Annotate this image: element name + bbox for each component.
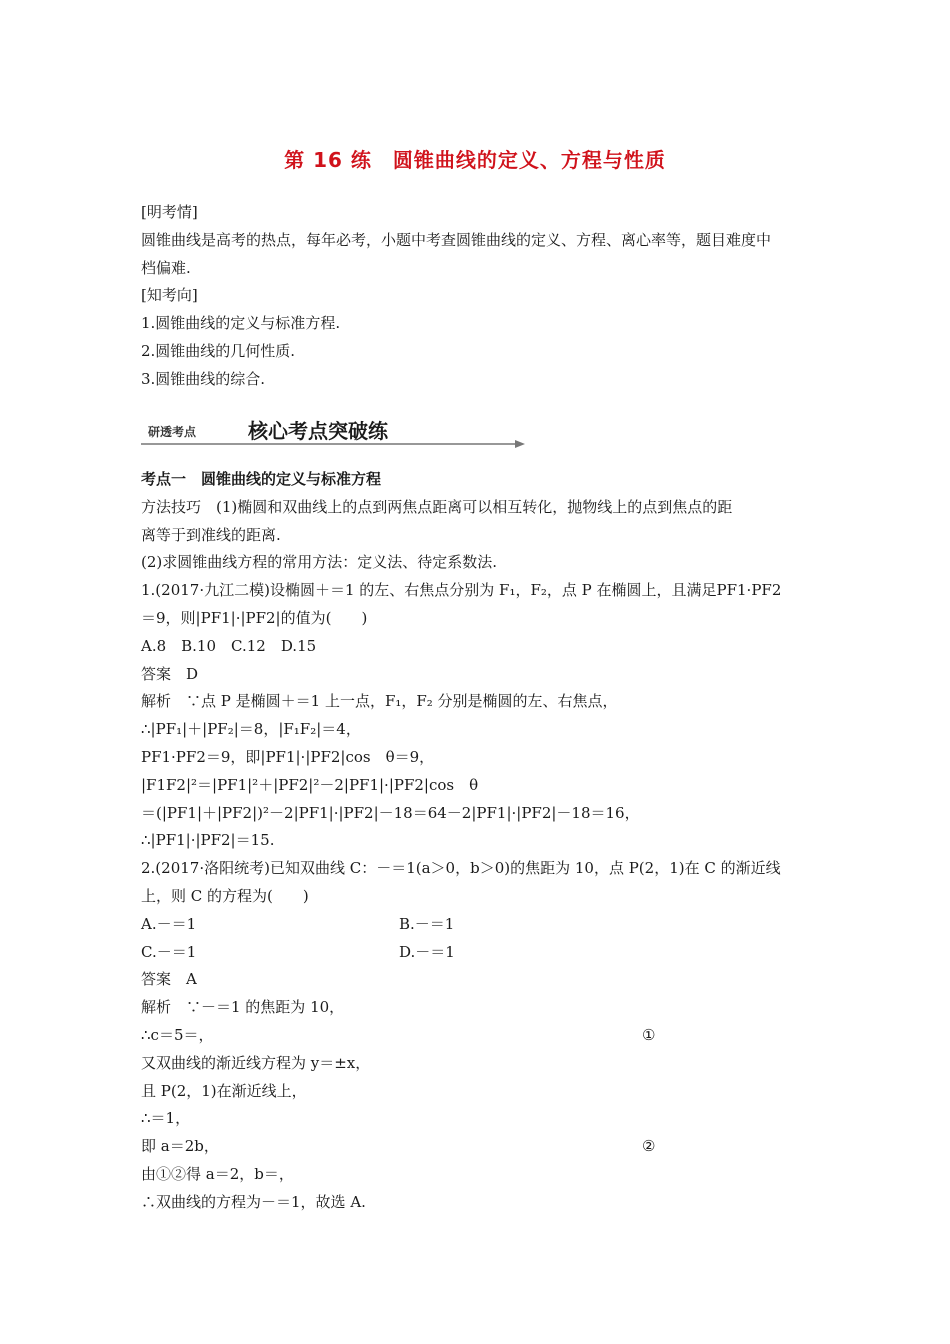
page-title: 第 16 练 圆锥曲线的定义、方程与性质 xyxy=(284,148,666,172)
solution-text: ∴c＝5＝， xyxy=(141,1025,214,1044)
solution-line xyxy=(141,1022,821,1050)
banner-title: 核心考点突破练 xyxy=(248,419,388,443)
solution-line: ∴＝1， xyxy=(141,1109,191,1128)
intro-text-line: 圆锥曲线是高考的热点，每年必考，小题中考查圆锥曲线的定义、方程、离心率等，题目难度中 xyxy=(141,230,772,249)
solution-line: |F1F2|²＝|PF1|²＋|PF2|²－2|PF1|·|PF2|cos θ xyxy=(141,775,479,794)
intro-list-item: 1.圆锥曲线的定义与标准方程. xyxy=(141,314,341,333)
question-1-stem: ＝9，则|PF1|·|PF2|的值为( ) xyxy=(141,608,368,627)
banner-small-label: 研透考点 xyxy=(148,425,197,439)
question-2-stem: 上，则 C 的方程为( ) xyxy=(141,886,309,905)
section-block xyxy=(141,466,821,1217)
option-c: C.－＝1 xyxy=(141,942,197,961)
equation-mark-1: ① xyxy=(642,1025,656,1044)
intro-block xyxy=(141,199,821,394)
option-a: A.－＝1 xyxy=(141,914,197,933)
solution-line: 又双曲线的渐近线方程为 y＝±x， xyxy=(141,1053,371,1072)
banner-arrow-line-icon xyxy=(141,439,525,449)
method-tip-line: 离等于到准线的距离. xyxy=(141,525,281,544)
solution-line: 且 P(2，1)在渐近线上， xyxy=(141,1081,307,1100)
question-2-options-row xyxy=(141,939,821,967)
solution-line xyxy=(141,1133,821,1161)
intro-list-item: 3.圆锥曲线的综合. xyxy=(141,369,266,388)
question-2-stem: 2.(2017·洛阳统考)已知双曲线 C：－＝1(a＞0，b＞0)的焦距为 10，点 P(2，1)在 C 的渐近线 xyxy=(141,859,781,878)
solution-line: ＝(|PF1|＋|PF2|)²－2|PF1|·|PF2|－18＝64－2|PF1|·|PF2|－18＝16， xyxy=(141,803,640,822)
solution-line: 解析 ∵点 P 是椭圆＋＝1 上一点，F₁，F₂ 分别是椭圆的左、右焦点， xyxy=(141,692,618,711)
solution-line: ∴双曲线的方程为－＝1，故选 A. xyxy=(141,1192,366,1211)
question-2-options-row xyxy=(141,911,821,939)
solution-line: ∴|PF1|·|PF2|＝15. xyxy=(141,831,275,850)
method-tip-line: 方法技巧 (1)椭圆和双曲线上的点到两焦点距离可以相互转化，抛物线上的点到焦点的距 xyxy=(141,497,733,516)
intro-list-item: 2.圆锥曲线的几何性质. xyxy=(141,341,296,360)
intro-text-line: 档偏难. xyxy=(141,258,191,277)
question-1-stem: 1.(2017·九江二模)设椭圆＋＝1 的左、右焦点分别为 F₁，F₂，点 P 在椭圆上，且满足PF1·PF2 xyxy=(141,581,782,600)
question-1-options: A.8 B.10 C.12 D.15 xyxy=(141,636,317,655)
question-2-answer: 答案 A xyxy=(141,970,197,989)
section-banner xyxy=(141,412,525,452)
intro-heading-zhikaoxiang: [知考向] xyxy=(141,286,198,305)
option-d: D.－＝1 xyxy=(399,942,455,961)
solution-line: 解析 ∵－＝1 的焦距为 10， xyxy=(141,998,345,1017)
solution-text: 即 a＝2b， xyxy=(141,1137,219,1156)
solution-line: 由①②得 a＝2，b＝， xyxy=(141,1164,294,1183)
method-tip-line: (2)求圆锥曲线方程的常用方法：定义法、待定系数法. xyxy=(141,553,498,572)
section-heading: 考点一 圆锥曲线的定义与标准方程 xyxy=(141,470,382,488)
question-1-answer: 答案 D xyxy=(141,664,199,683)
intro-heading-mingkaoqing: [明考情] xyxy=(141,203,198,221)
solution-line: PF1·PF2＝9，即|PF1|·|PF2|cos θ＝9， xyxy=(141,747,435,766)
option-b: B.－＝1 xyxy=(399,914,455,933)
solution-line: ∴|PF₁|＋|PF₂|＝8，|F₁F₂|＝4， xyxy=(141,720,361,739)
equation-mark-2: ② xyxy=(642,1137,656,1156)
